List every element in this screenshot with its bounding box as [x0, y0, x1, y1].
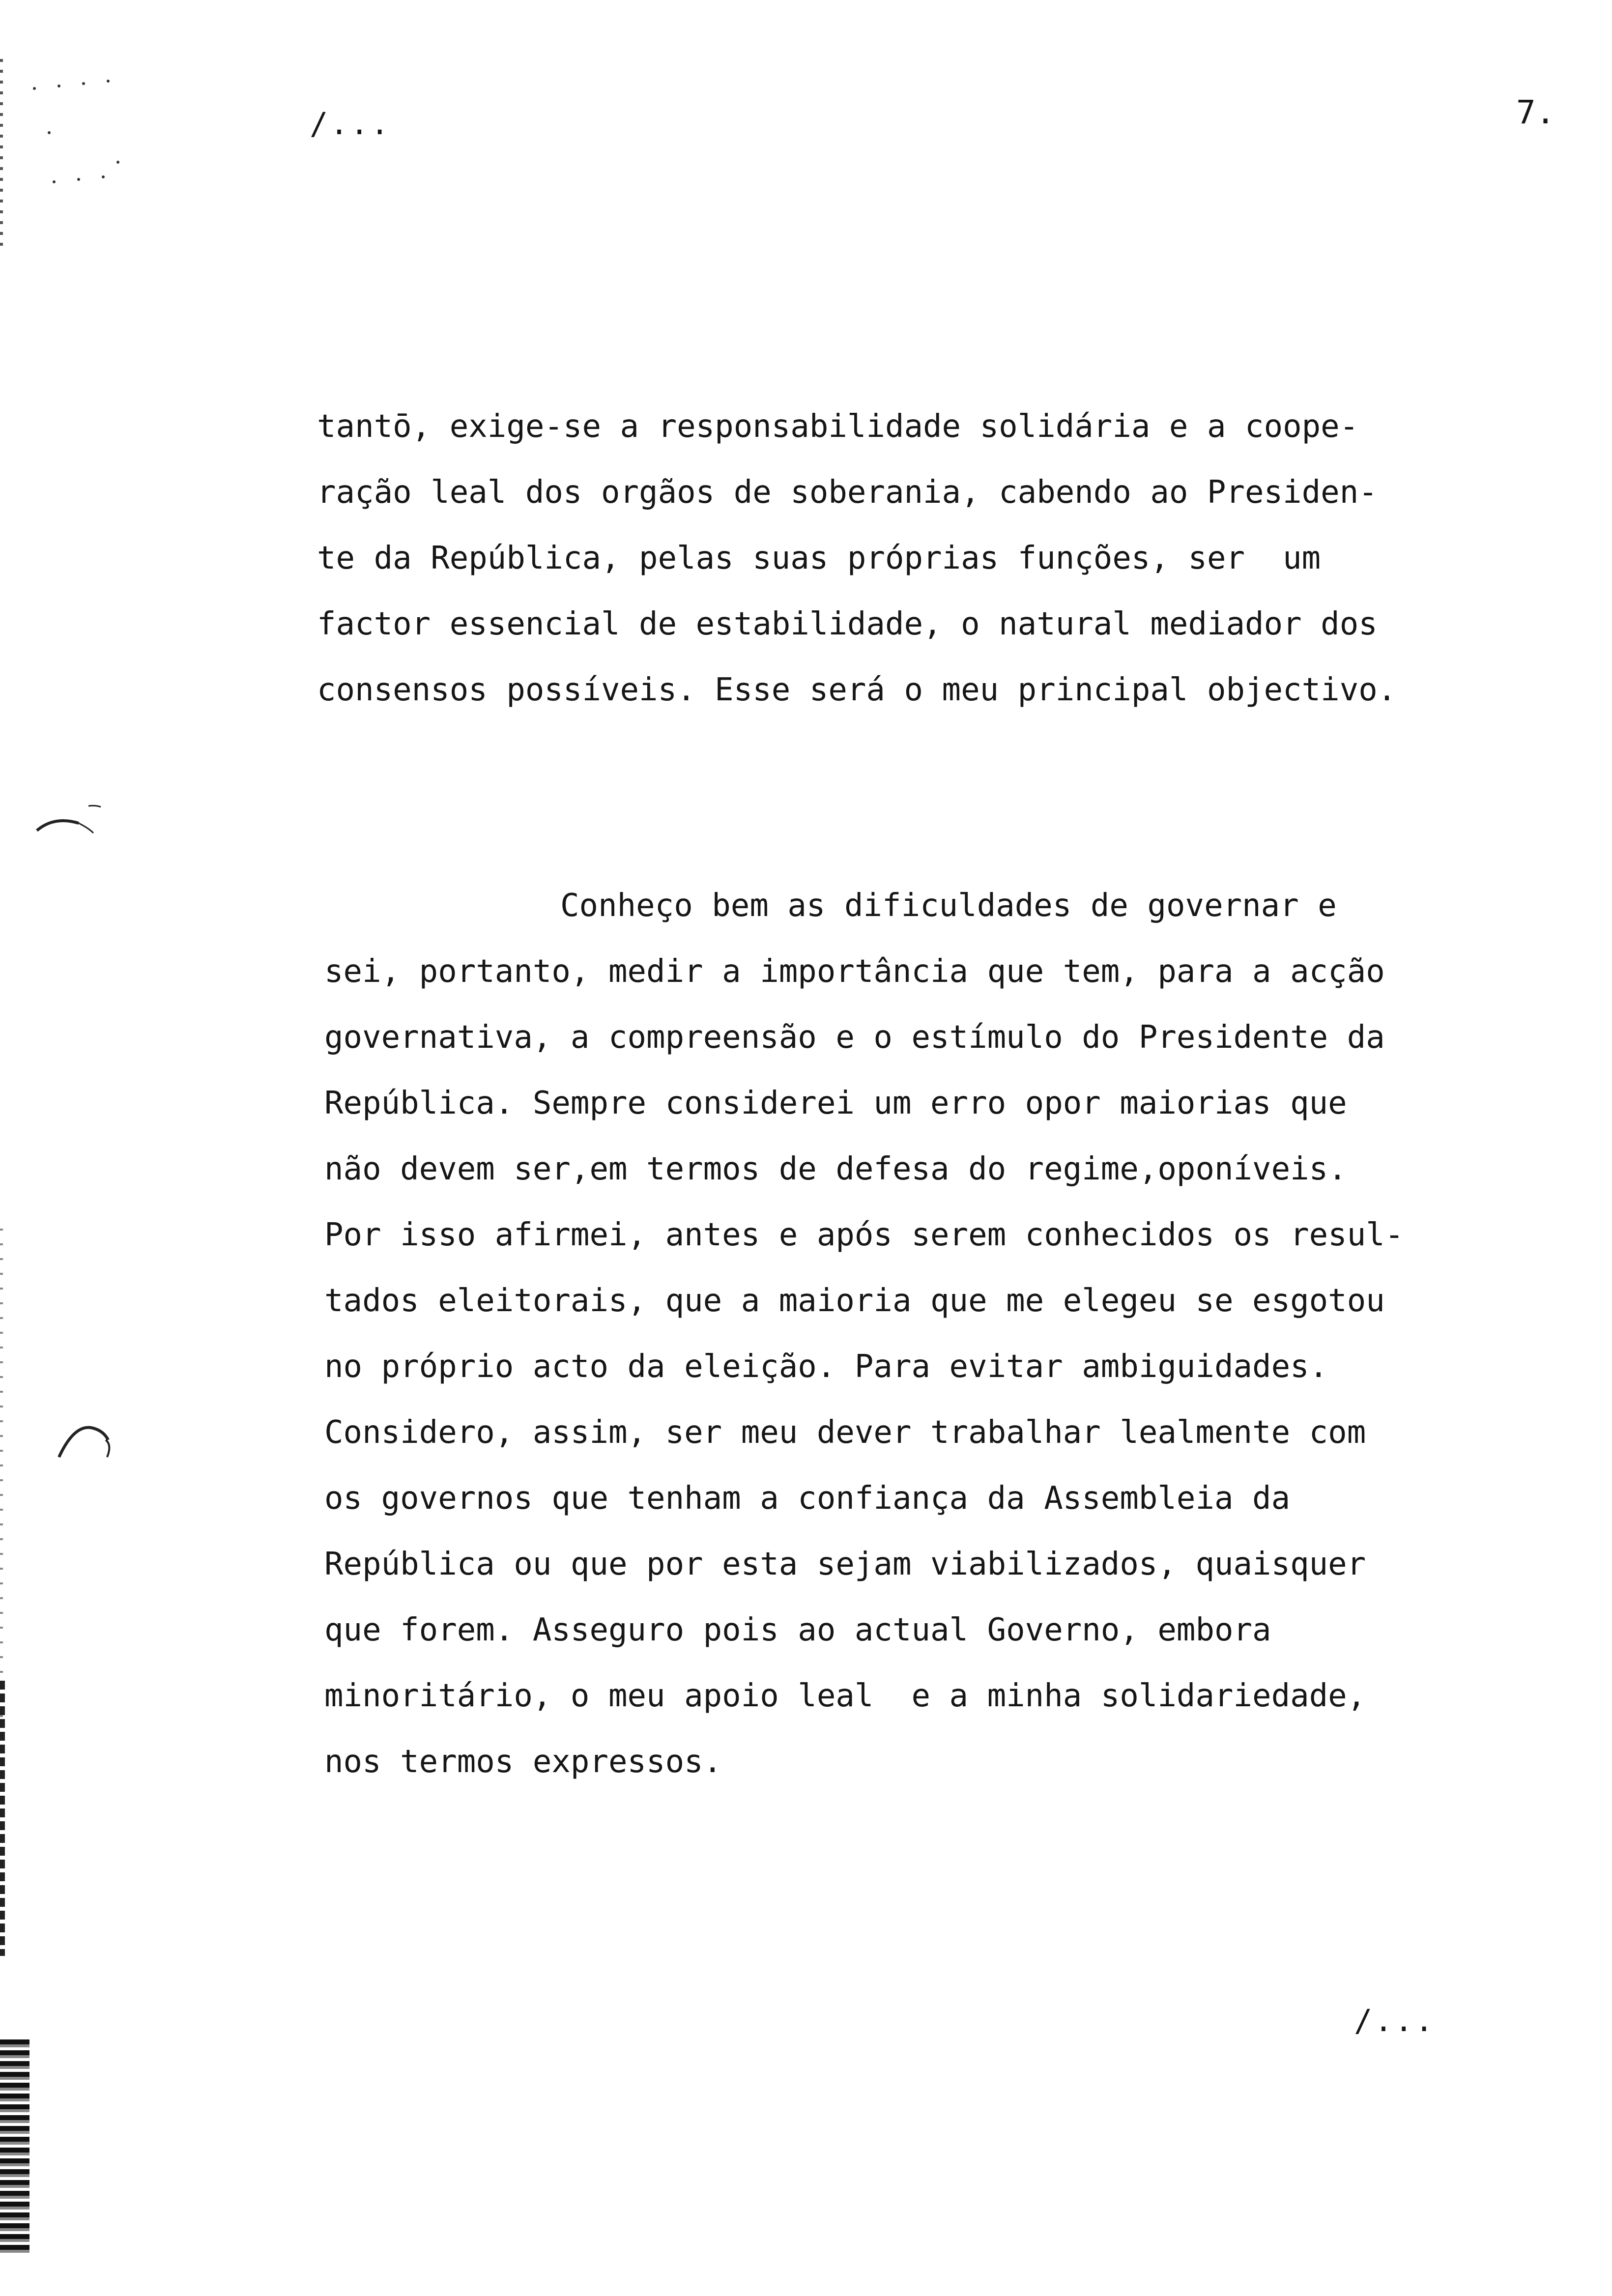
text-line: no próprio acto da eleição. Para evitar ambiguidades. [324, 1349, 1328, 1385]
text-line: República. Sempre considerei um erro opor maiorias que [324, 1085, 1347, 1121]
paragraph-2 [324, 890, 1404, 1811]
page-number: 7. [1516, 93, 1555, 131]
text-line: consensos possíveis. Esse será o meu principal objectivo. [317, 672, 1397, 708]
text-line: minoritário, o meu apoio leal e a minha solidariedade, [324, 1678, 1366, 1714]
text-line: Considero, assim, ser meu dever trabalhar lealmente com [324, 1414, 1366, 1451]
text-line: os governos que tenham a confiança da Assembleia da [324, 1480, 1291, 1517]
text-line: que forem. Asseguro pois ao actual Governo, embora [324, 1612, 1271, 1648]
punch-hole-mark [54, 1415, 118, 1464]
text-line: tados eleitorais, que a maioria que me elegeu se esgotou [324, 1283, 1385, 1319]
text-line: governativa, a compreensão e o estímulo do Presidente da [324, 1019, 1385, 1056]
scan-edge-artifact [0, 1229, 3, 1720]
text-line: não devem ser,em termos de defesa do regime,oponíveis. [324, 1151, 1347, 1187]
punch-hole-mark [34, 796, 103, 845]
continuation-marker-bottom: /... [1354, 2003, 1436, 2038]
scan-edge-artifact [0, 1681, 5, 1956]
scan-edge-artifact [0, 59, 3, 246]
paragraph-1 [317, 410, 1396, 740]
text-line: República ou que por esta sejam viabilizados, quaisquer [324, 1546, 1366, 1582]
text-line: Por isso afirmei, antes e após serem conhecidos os resul- [324, 1217, 1404, 1253]
text-line: Conheço bem as dificuldades de governar e [560, 888, 1337, 924]
text-line: tantō, exige-se a responsabilidade solidária e a coope- [317, 408, 1359, 445]
continuation-marker-top: /... [310, 106, 391, 142]
text-line: factor essencial de estabilidade, o natural mediador dos [317, 606, 1378, 642]
text-line: ração leal dos orgãos de soberania, cabendo ao Presiden- [317, 474, 1378, 511]
scan-edge-artifact [0, 2039, 29, 2256]
text-line: sei, portanto, medir a importância que tem, para a acção [324, 953, 1385, 990]
text-line: te da República, pelas suas próprias funções, ser um [317, 540, 1321, 576]
scan-speckle-marks [25, 59, 123, 206]
text-line: nos termos expressos. [324, 1744, 722, 1780]
